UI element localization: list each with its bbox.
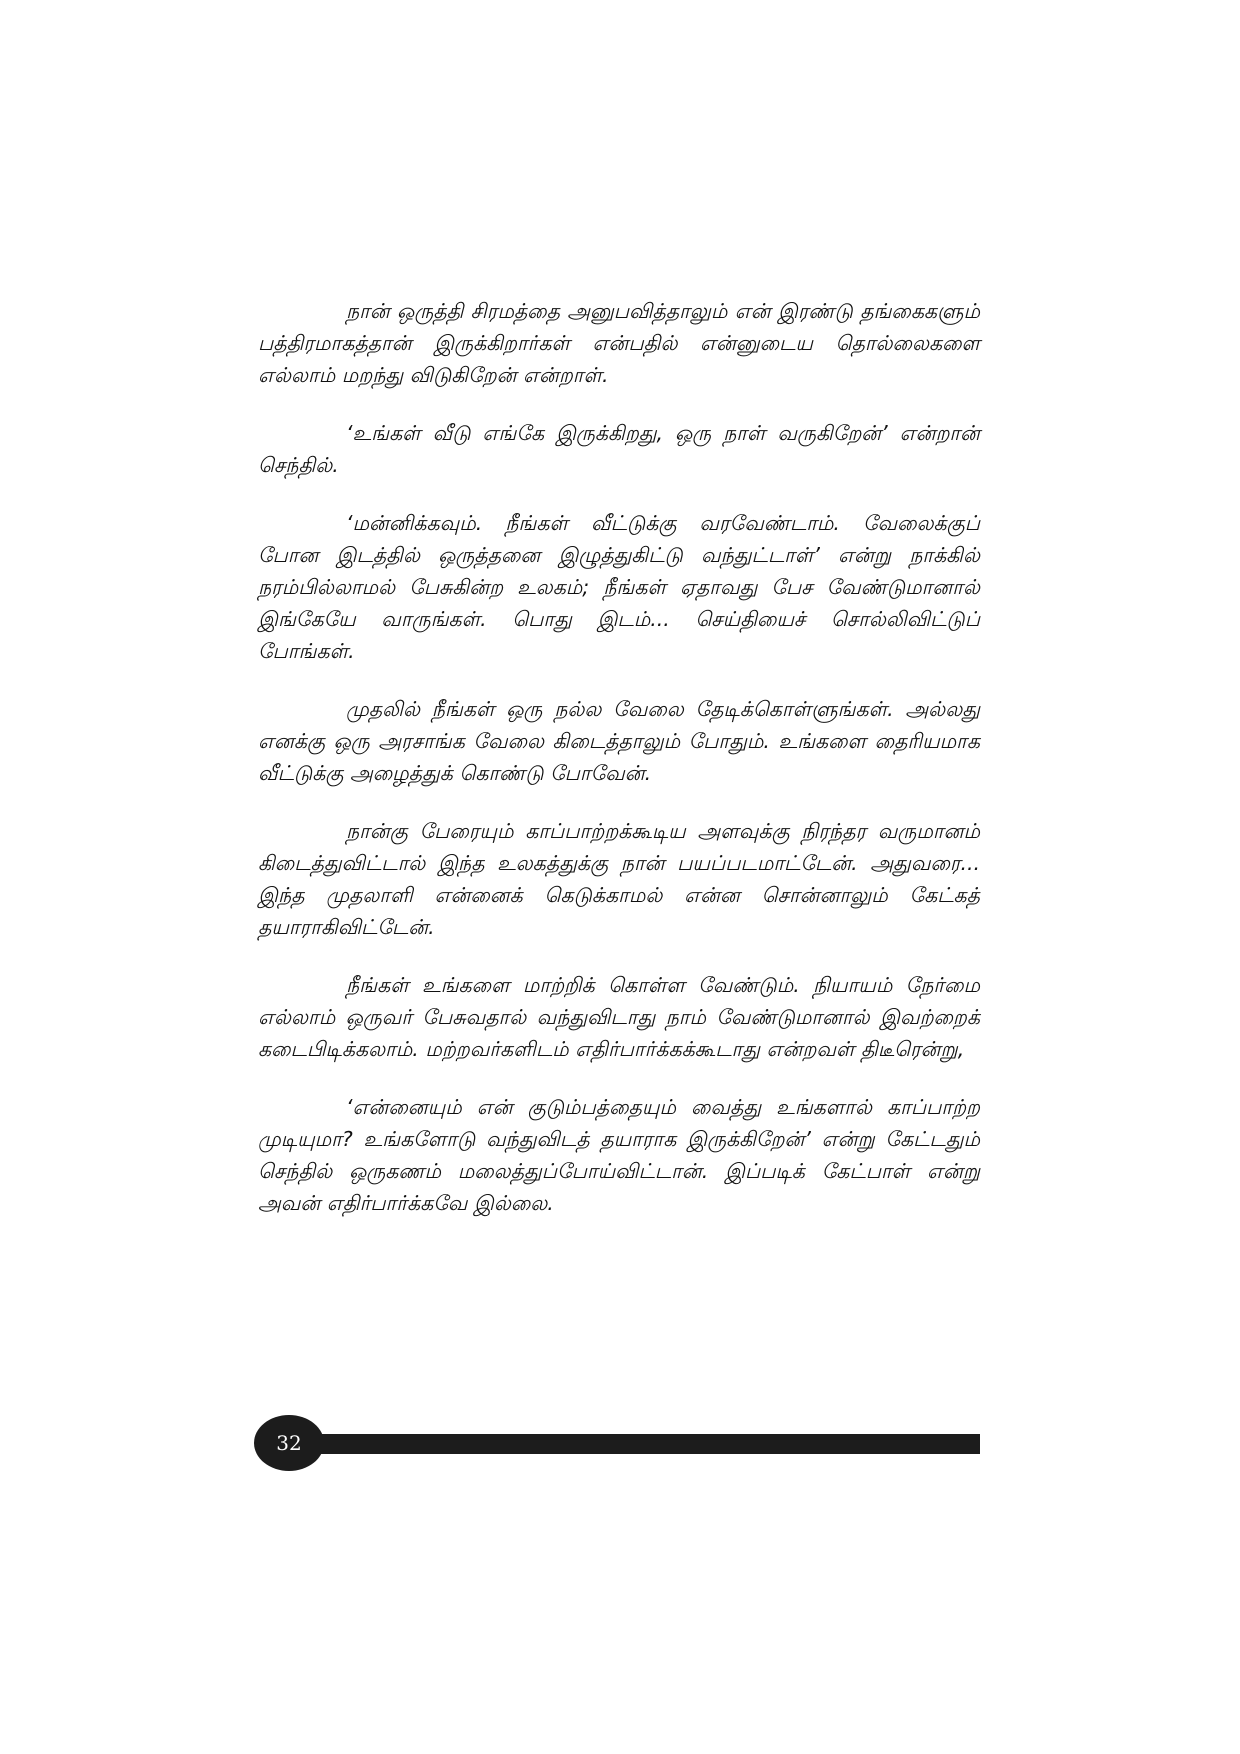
paragraph-1: நான் ஒருத்தி சிரமத்தை அனுபவித்தாலும் என் இரண்டு தங்கைகளும் பத்திரமாகத்தான் இருக்கிறார்கள் என்பதில் என்னுடைய தொல்லைகளை எல்லாம் மறந்து விடுகிறேன் என்றாள். [258,299,980,387]
paragraph-6: நீங்கள் உங்களை மாற்றிக் கொள்ள வேண்டும். நியாயம் நேர்மை எல்லாம் ஒருவர் பேசுவதால் வந்துவிடாது நாம் வேண்டுமானால் இவற்றைக் கடைபிடிக்கலாம். மற்றவர்களிடம் எதிர்பார்க்கக்கூடாது என்றவள் திடீரென்று, [258,973,980,1061]
footer-rule [290,1434,980,1454]
page-number: 32 [276,1431,302,1455]
body-text [258,295,980,1245]
page-number-badge [254,1415,324,1471]
paragraph-2: ‘உங்கள் வீடு எங்கே இருக்கிறது, ஒரு நாள் வருகிறேன்’ என்றான் செந்தில். [258,421,980,477]
paragraph-7: ‘என்னையும் என் குடும்பத்தையும் வைத்து உங்களால் காப்பாற்ற முடியுமா? உங்களோடு வந்துவிடத் தயாராக இருக்கிறேன்’ என்று கேட்டதும் செந்தில் ஒருகணம் மலைத்துப்போய்விட்டான். இப்படிக் கேட்பாள் என்று அவன் எதிர்பார்க்கவே இல்லை. [258,1095,980,1215]
paragraph-5: நான்கு பேரையும் காப்பாற்றக்கூடிய அளவுக்கு நிரந்தர வருமானம் கிடைத்துவிட்டால் இந்த உலகத்துக்கு நான் பயப்படமாட்டேன். அதுவரை... இந்த முதலாளி என்னைக் கெடுக்காமல் என்ன சொன்னாலும் கேட்கத் தயாராகிவிட்டேன். [258,819,980,939]
paragraph-4: முதலில் நீங்கள் ஒரு நல்ல வேலை தேடிக்கொள்ளுங்கள். அல்லது எனக்கு ஒரு அரசாங்க வேலை கிடைத்தாலும் போதும். உங்களை தைரியமாக வீட்டுக்கு அழைத்துக் கொண்டு போவேன். [258,697,980,785]
paragraph-3: ‘மன்னிக்கவும். நீங்கள் வீட்டுக்கு வரவேண்டாம். வேலைக்குப் போன இடத்தில் ஒருத்தனை இழுத்துகிட்டு வந்துட்டாள்’ என்று நாக்கில் நரம்பில்லாமல் பேசுகின்ற உலகம்; நீங்கள் ஏதாவது பேச வேண்டுமானால் இங்கேயே வாருங்கள். பொது இடம்... செய்தியைச் சொல்லிவிட்டுப் போங்கள். [258,511,980,663]
